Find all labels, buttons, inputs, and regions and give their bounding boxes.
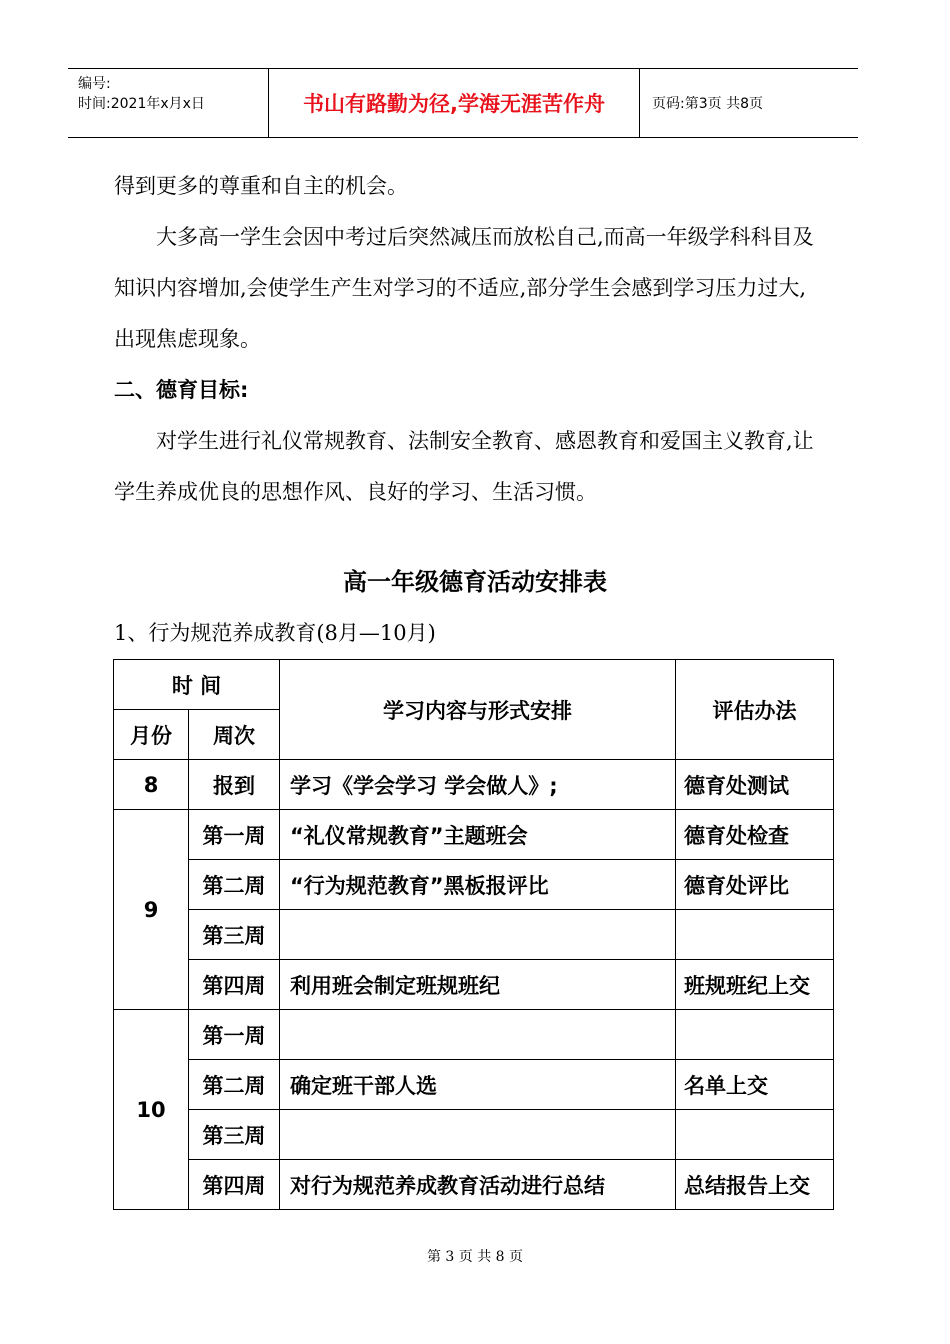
content-cell: 对行为规范养成教育活动进行总结 (280, 1160, 676, 1210)
evaluation-cell: 总结报告上交 (676, 1160, 834, 1210)
header-motto: 书山有路勤为径,学海无涯苦作舟 (269, 69, 640, 137)
content-cell: 学习《学会学习 学会做人》; (280, 760, 676, 810)
content-cell (280, 1010, 676, 1060)
evaluation-cell: 班规班纪上交 (676, 960, 834, 1010)
week-cell: 第三周 (189, 910, 280, 960)
table-row (114, 960, 834, 1010)
header-number: 编号: (78, 76, 111, 92)
header-meta (68, 69, 269, 137)
schedule-table (113, 659, 834, 1210)
week-cell: 第二周 (189, 860, 280, 910)
week-cell: 报到 (189, 760, 280, 810)
table-title: 高一年级德育活动安排表 (343, 568, 607, 596)
evaluation-cell: 名单上交 (676, 1060, 834, 1110)
month-cell: 10 (114, 1010, 189, 1210)
page-footer: 第 3 页 共 8 页 (426, 1249, 524, 1265)
header-week: 周次 (189, 710, 280, 760)
table-row (114, 1010, 834, 1060)
content-cell (280, 910, 676, 960)
table-row (114, 1110, 834, 1160)
header-month: 月份 (114, 710, 189, 760)
table-row (114, 910, 834, 960)
month-cell: 9 (114, 810, 189, 1010)
table-header-row (114, 660, 834, 710)
week-cell: 第二周 (189, 1060, 280, 1110)
week-cell: 第一周 (189, 810, 280, 860)
content-cell (280, 1110, 676, 1160)
month-cell: 8 (114, 760, 189, 810)
evaluation-cell (676, 1010, 834, 1060)
section-heading-moral-goals: 二、德育目标: (114, 378, 249, 402)
header-time: 时 间 (114, 660, 280, 710)
section-subtitle: 1、行为规范养成教育(8月—10月) (114, 621, 436, 645)
header-page-info: 页码:第3页 共8页 (652, 96, 763, 112)
header-time: 时间:2021年x月x日 (78, 96, 205, 112)
header-evaluation: 评估办法 (676, 660, 834, 760)
content-cell: 确定班干部人选 (280, 1060, 676, 1110)
table-row (114, 760, 834, 810)
page-header (68, 68, 858, 138)
paragraph-1: 得到更多的尊重和自主的机会。 (114, 174, 408, 198)
evaluation-cell: 德育处检查 (676, 810, 834, 860)
table-row (114, 1160, 834, 1210)
paragraph-3: 对学生进行礼仪常规教育、法制安全教育、感恩教育和爱国主义教育,让学生养成优良的思想作风、良好的学习、生活习惯。 (114, 429, 814, 504)
table-row (114, 810, 834, 860)
week-cell: 第四周 (189, 960, 280, 1010)
evaluation-cell: 德育处评比 (676, 860, 834, 910)
content-cell: “行为规范教育”黑板报评比 (280, 860, 676, 910)
content-cell: “礼仪常规教育”主题班会 (280, 810, 676, 860)
week-cell: 第三周 (189, 1110, 280, 1160)
week-cell: 第四周 (189, 1160, 280, 1210)
content-cell: 利用班会制定班规班纪 (280, 960, 676, 1010)
evaluation-cell: 德育处测试 (676, 760, 834, 810)
table-row (114, 1060, 834, 1110)
table-row (114, 860, 834, 910)
evaluation-cell (676, 910, 834, 960)
header-content: 学习内容与形式安排 (280, 660, 676, 760)
evaluation-cell (676, 1110, 834, 1160)
week-cell: 第一周 (189, 1010, 280, 1060)
paragraph-2: 大多高一学生会因中考过后突然减压而放松自己,而高一年级学科科目及知识内容增加,会使学生产生对学习的不适应,部分学生会感到学习压力过大,出现焦虑现象。 (114, 225, 814, 351)
